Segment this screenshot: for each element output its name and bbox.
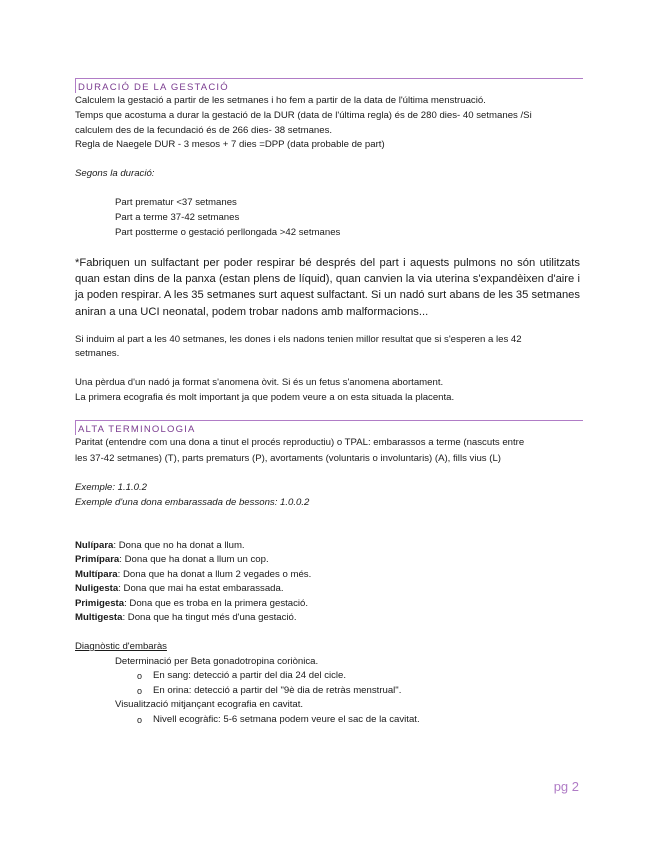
exemple-line: Exemple: 1.1.0.2: [75, 482, 147, 493]
segons-label: Segons la duració:: [75, 168, 155, 179]
section-heading-duracio: DURACIÓ DE LA GESTACIÓ: [75, 78, 583, 93]
term-name: Primigesta: [75, 598, 125, 609]
diagnostic-bullet: En orina: detecció a partir del "9è dia de retràs menstrual".: [153, 685, 402, 696]
term-def: : Dona que no ha donat a llum.: [113, 540, 245, 551]
induim-line: setmanes.: [75, 348, 120, 359]
ecografia-line: La primera ecografia és molt important ja que podem veure a on esta situada la placenta.: [75, 392, 455, 403]
term-name: Nulípara: [75, 540, 114, 551]
term-name: Multípara: [75, 569, 118, 580]
page-number: pg 2: [553, 779, 579, 794]
diagnostic-line: Determinació per Beta gonadotropina coriònica.: [115, 656, 319, 667]
diagnostic-heading: Diagnòstic d'embaràs: [75, 641, 167, 652]
text-line: Regla de Naegele DUR - 3 mesos + 7 dies =DPP (data probable de part): [75, 139, 385, 150]
term-definition: [75, 597, 308, 612]
induim-line: Si induim al part a les 40 setmanes, les dones i els nadons tenien millor resultat que si s'esperen a les 42: [75, 334, 522, 345]
term-definition: [75, 539, 245, 554]
term-definition: [75, 582, 284, 597]
term-definition: [75, 568, 311, 583]
term-definition: [75, 553, 269, 568]
text-line: les 37-42 setmanes) (T), parts prematurs (P), avortaments (voluntaris o involuntaris) (A), fills vius (L): [75, 453, 501, 464]
term-def: : Dona que ha donat a llum un cop.: [119, 554, 269, 565]
part-type: Part a terme 37-42 setmanes: [115, 212, 240, 223]
term-def: : Dona que es troba en la primera gestació.: [124, 598, 309, 609]
diagnostic-line: Visualització mitjançant ecografia en cavitat.: [115, 699, 304, 710]
part-type: Part postterme o gestació perllongada >42 setmanes: [115, 227, 341, 238]
text-line: calculem des de la fecundació és de 266 dies- 38 setmanes.: [75, 125, 333, 136]
exemple-line: Exemple d'una dona embarassada de bessons: 1.0.0.2: [75, 497, 310, 508]
bullet-icon: o: [137, 715, 143, 725]
term-definition: [75, 611, 297, 626]
bullet-icon: o: [137, 671, 143, 681]
text-line: Temps que acostuma a durar la gestació de la DUR (data de l'última regla) és de 280 dies- 40 setmanes /Si: [75, 110, 532, 121]
text-line: Calculem la gestació a partir de les setmanes i ho fem a partir de la data de l'última menstruació.: [75, 95, 486, 106]
term-name: Multigesta: [75, 612, 123, 623]
term-def: : Dona que ha tingut més d'una gestació.: [122, 612, 297, 623]
diagnostic-bullet: En sang: detecció a partir del dia 24 del cicle.: [153, 670, 347, 681]
part-type: Part prematur <37 setmanes: [115, 197, 237, 208]
bullet-icon: o: [137, 686, 143, 696]
term-def: : Dona que mai ha estat embarassada.: [118, 583, 284, 594]
term-name: Nuligesta: [75, 583, 119, 594]
text-line: Paritat (entendre com una dona a tinut el procés reproductiu) o TPAL: embarassos a terme (nascuts entre: [75, 437, 525, 448]
sulfactant-paragraph: *Fabriquen un sulfactant per poder respirar bé després del part i aquests pulmons no són utilitzats quan estan dins de la panxa (estan plens de líquid), quan canvien la via uterina s'expandèixen d'aire i ja poden respirar. A les 35 setmanes surt aquest sulfactant. Si un nadó surt abans de les 35 setmanes aniran a una UCI neonatal, podem trobar nadons amb malformacions...: [75, 257, 580, 318]
diagnostic-bullet: Nivell ecogràfic: 5-6 setmana podem veure el sac de la cavitat.: [153, 714, 420, 725]
term-def: : Dona que ha donat a llum 2 vegades o més.: [117, 569, 312, 580]
perdua-line: Una pèrdua d'un nadó ja format s'anomena òvit. Si és un fetus s'anomena abortament.: [75, 377, 444, 388]
term-name: Primípara: [75, 554, 120, 565]
section-heading-terminologia: ALTA TERMINOLOGIA: [75, 420, 583, 435]
